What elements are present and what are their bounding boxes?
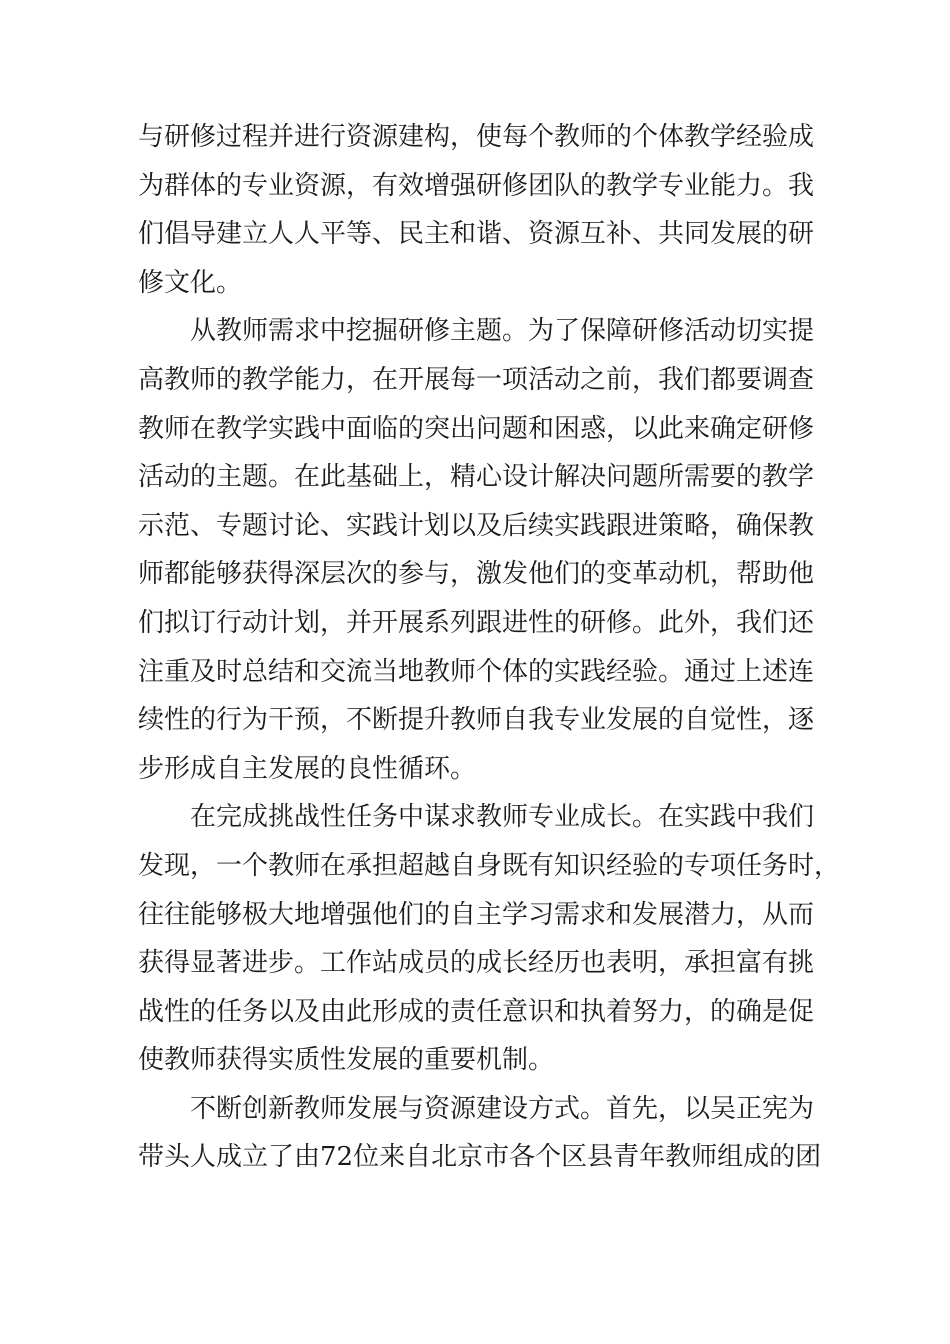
text-line: 在完成挑战性任务中谋求教师专业成长。在实践中我们 <box>190 802 815 833</box>
text-line: 与研修过程并进行资源建构，使每个教师的个体教学经验成 <box>138 122 815 152</box>
paragraph <box>138 1085 828 1182</box>
text-line: 高教师的教学能力，在开展每一项活动之前，我们都要调查 <box>138 364 815 395</box>
text-line: 注重及时总结和交流当地教师个体的实践经验。通过上述连 <box>138 656 815 687</box>
text-line: 教师在教学实践中面临的突出问题和困惑，以此来确定研修 <box>138 413 815 444</box>
text-line: 为群体的专业资源，有效增强研修团队的教学专业能力。我 <box>138 170 815 201</box>
text-line: 不断创新教师发展与资源建设方式。首先，以吴正宪为 <box>190 1093 815 1124</box>
text-line: 使教师获得实质性发展的重要机制。 <box>138 1045 555 1076</box>
text-line: 往往能够极大地增强他们的自主学习需求和发展潜力，从而 <box>138 899 815 930</box>
text-line: 师都能够获得深层次的参与，激发他们的变革动机，帮助他 <box>138 559 815 590</box>
text-line: 从教师需求中挖掘研修主题。为了保障研修活动切实提 <box>190 316 815 347</box>
text-line: 们倡导建立人人平等、民主和谐、资源互补、共同发展的研 <box>138 219 815 250</box>
text-line: 带头人成立了由72位来自北京市各个区县青年教师组成的团 <box>138 1142 822 1173</box>
text-line: 步形成自主发展的良性循环。 <box>138 753 477 784</box>
text-line: 获得显著进步。工作站成员的成长经历也表明，承担富有挑 <box>138 948 815 979</box>
body-text <box>138 113 841 1182</box>
text-line: 战性的任务以及由此形成的责任意识和执着努力，的确是促 <box>138 996 815 1027</box>
text-line: 发现，一个教师在承担超越自身既有知识经验的专项任务时， <box>138 850 841 881</box>
text-line: 们拟订行动计划，并开展系列跟进性的研修。此外，我们还 <box>138 607 815 638</box>
paragraph <box>138 113 828 307</box>
text-line: 示范、专题讨论、实践计划以及后续实践跟进策略，确保教 <box>138 510 815 541</box>
text-line: 续性的行为干预，不断提升教师自我专业发展的自觉性，逐 <box>138 705 815 736</box>
paragraph <box>138 793 841 1085</box>
text-line: 修文化。 <box>138 267 243 298</box>
text-line: 活动的主题。在此基础上，精心设计解决问题所需要的教学 <box>138 462 815 493</box>
paragraph <box>138 307 828 793</box>
